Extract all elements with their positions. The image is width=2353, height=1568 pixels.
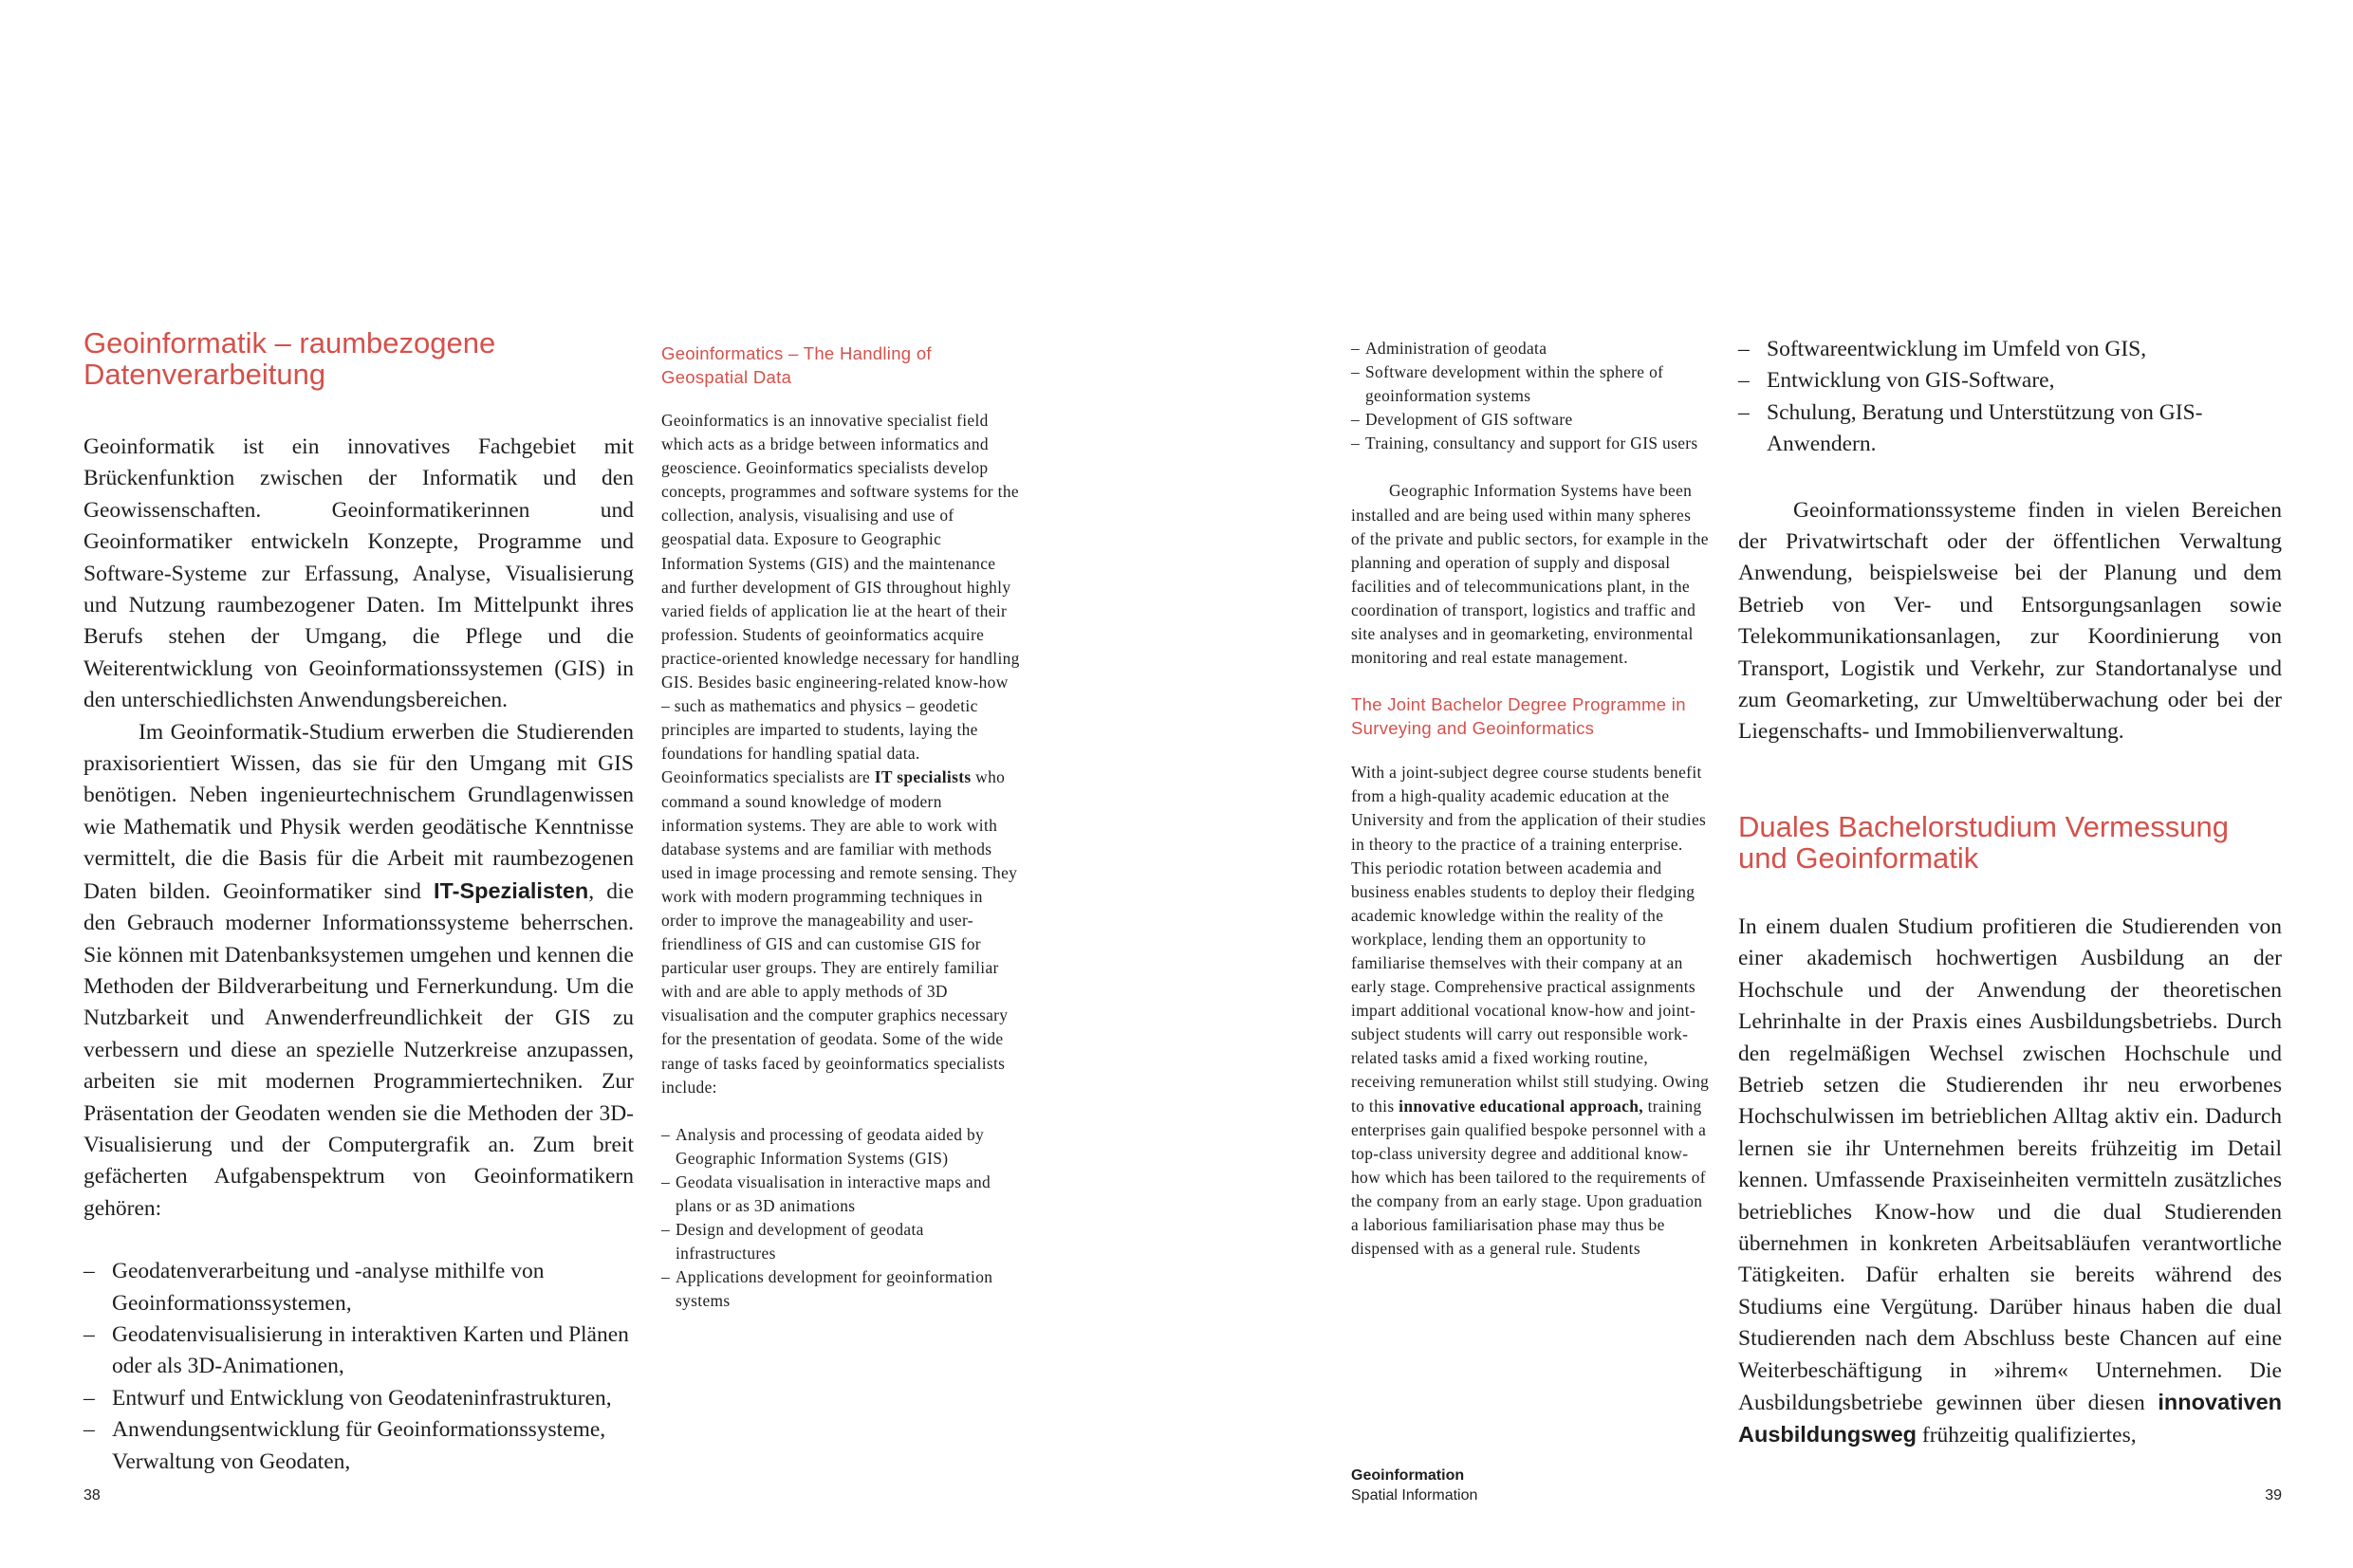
paragraph [1351, 761, 1710, 1261]
list-item: – Applications development for geoinformation systems [661, 1265, 1020, 1313]
list-item: – Development of GIS software [1351, 408, 1710, 432]
task-list-continued [1738, 334, 2282, 461]
right-en-column [1351, 337, 1710, 1261]
text-segment: who command a sound knowledge of modern information systems. They are able to work with database systems and are familiar with methods used in image processing and remote sensing. They work with modern programming techniques in order to improve the manageability and user-friendliness of GIS and can customise GIS for particular user groups. They are entirely familiar with and are able to apply methods of 3D visualisation and the computer graphics necessary for the presentation of geodata. Some of the wide range of tasks faced by geoinformatics specialists include: [661, 767, 1018, 1097]
page-number-left: 38 [83, 1487, 101, 1503]
list-item: – Geodata visualisation in interactive maps and plans or as 3D animations [661, 1171, 1020, 1218]
list-item: – Design and development of geodata infrastructures [661, 1218, 1020, 1265]
body-text-en [661, 409, 1020, 1313]
text-segment: With a joint-subject degree course students benefit from a high-quality academic education at the University and from the application of their studies in theory to the practice of a training enterprise. This periodic rotation between academia and business enables students to deploy their fledging academic knowledge within the reality of the workplace, lending them an opportunity to familiarise themselves with their company at an early stage. Comprehensive practical assignments impart additional vocational know-how and joint-subject students will carry out responsible work-related tasks amid a fixed working routine, receiving remuneration whilst still studying. Owing to this [1351, 763, 1710, 1116]
body-text [83, 432, 634, 1478]
task-list-en [661, 1123, 1020, 1314]
paragraph [661, 409, 1020, 1099]
list-item: – Schulung, Beratung und Unterstützung von GIS-Anwendern. [1738, 397, 2282, 461]
text-segment: In einem dualen Studium profitieren die Studierenden von einer akademisch hochwertigen Ausbildung an der Hochschule und der Anwendung der theoretischen Lehrinhalte in der Praxis eines Ausbildungsbetriebs. Durch den regelmäßigen Wechsel zwischen Hochschule und Betrieb setzen die Studierenden ihr neu erworbenes Hochschulwissen im betrieblichen Alltag aktiv ein. Dadurch lernen sie ihr Unternehmen bereits frühzeitig im Detail kennen. Umfassende Praxiseinheiten vermitteln zusätzliches betriebliches Know-how und die dual Studierenden übernehmen in konkreten Arbeitsabläufen verantwortliche Tätigkeiten. Dafür erhalten sie bereits während des Studiums eine Vergütung. Darüber hinaus haben die dual Studierenden nach dem Abschluss beste Chancen auf eine Weiterbeschäftigung in »ihrem« Unternehmen. Die Ausbildungsbetriebe gewinnen über diesen [1738, 913, 2282, 1415]
text-segment: Im Geoinformatik-Studium erwerben die Studierenden praxisorientiert Wissen, das sie für den Umgang mit GIS benötigen. Neben ingenieurtechnischem Grundlagenwissen wie Mathematik und Physik werden geodätische Kenntnisse vermittelt, die die Basis für die Arbeit mit raumbezogenen Daten bilden. Geoinformatiker sind [83, 719, 634, 904]
bold-term: innovativen Ausbildungsweg [1738, 1389, 2282, 1448]
list-item: – Geodatenvisualisierung in interaktiven Karten und Plänen oder als 3D-Animationen, [83, 1319, 634, 1383]
bold-term: IT-Spezialisten [434, 877, 589, 903]
bold-term: IT specialists [874, 767, 972, 787]
right-de-column [1738, 334, 2282, 1452]
list-item: – Softwareentwicklung im Umfeld von GIS, [1738, 334, 2282, 365]
bold-term: innovative educational approach, [1399, 1096, 1643, 1116]
text-segment: training enterprises gain qualified bespoke personnel with a top-class university degree and additional know-how which has been tailored to the requirements of the company from an early stage. Upon graduation a laborious familiarisation phase may thus be dispensed with as a general rule. Students [1351, 1096, 1707, 1259]
section-heading: Geoinformatik – raumbezogene Datenverarbeitung [83, 326, 496, 391]
list-item: – Administration of geodata [1351, 337, 1710, 360]
list-item: – Training, consultancy and support for GIS users [1351, 432, 1710, 455]
left-de-column [83, 327, 634, 1478]
text-segment: Geoinformatics is an innovative specialist field which acts as a bridge between informatics and geoscience. Geoinformatics specialists develop concepts, programmes and software systems for the collection, analysis, visualising and use of geospatial data. Exposure to Geographic Information Systems (GIS) and the maintenance and further development of GIS throughout highly varied fields of application lie at the heart of their profession. Students of geoinformatics acquire practice-oriented knowledge necessary for handling GIS. Besides basic engineering-related know-how – such as mathematics and physics – geodetic principles are imparted to students, laying the foundations for handling spatial data. Geoinformatics specialists are [661, 411, 1020, 787]
section-heading: Duales Bachelorstudium Vermessung und Geoinformatik [1738, 809, 2229, 875]
section-heading-en: The Joint Bachelor Degree Programme in Surveying and Geoinformatics [1351, 694, 1686, 739]
task-list-en-continued [1351, 337, 1710, 455]
running-footer [1351, 1466, 1477, 1505]
task-list [83, 1256, 634, 1478]
section-heading-en: Geoinformatics – The Handling of Geospatial Data [661, 343, 932, 387]
paragraph: Geographic Information Systems have been installed and are being used within many spheres of the private and public sectors, for example in the planning and operation of supply and disposal facilities and of telecommunications plant, in the coordination of transport, logistics and traffic and site analyses and in geomarketing, environmental monitoring and real estate management. [1351, 481, 1709, 668]
page-number-right: 39 [2265, 1487, 2282, 1503]
list-item: – Analysis and processing of geodata aided by Geographic Information Systems (GIS) [661, 1123, 1020, 1171]
footer-subtitle: Spatial Information [1351, 1487, 1478, 1503]
text-segment: , die den Gebrauch moderner Informationssysteme beherrschen. Sie können mit Datenbanksystemen umgehen und kennen die Methoden der Bildverarbeitung und Fernerkundung. Um die Nutzbarkeit und Anwenderfreundlichkeit der GIS zu verbessern und diese an spezielle Nutzerkreise anzupassen, arbeiten sie mit modernen Programmiertechniken. Zur Präsentation der Geodaten wenden sie die Methoden der 3D-Visualisierung und der Computergrafik an. Zum breit gefächerten Aufgabenspektrum von Geoinformatikern gehören: [83, 878, 634, 1221]
paragraph [1738, 912, 2282, 1452]
list-item: – Entwicklung von GIS-Software, [1738, 365, 2282, 397]
paragraph: Geoinformatik ist ein innovatives Fachgebiet mit Brückenfunktion zwischen der Informatik und den Geowissenschaften. Geoinformatikerinnen und Geoinformatiker entwickeln Konzepte, Programme und Software-Systeme zur Erfassung, Analyse, Visualisierung und Nutzung raumbezogener Daten. Im Mittelpunkt ihres Berufs stehen der Umgang, die Pflege und die Weiterentwicklung von Geoinformationssystemen (GIS) in den unterschiedlichsten Anwendungsbereichen. [83, 434, 634, 713]
list-item: – Geodatenverarbeitung und -analyse mithilfe von Geoinformationssystemen, [83, 1256, 634, 1319]
list-item: – Software development within the sphere of geoinformation systems [1351, 360, 1710, 408]
footer-title: Geoinformation [1351, 1467, 1465, 1484]
text-segment: frühzeitig qualifiziertes, [1917, 1423, 2137, 1448]
left-en-column [661, 341, 1020, 1313]
paragraph: Geoinformationssysteme finden in vielen Bereichen der Privatwirtschaft oder der öffentlichen Verwaltung Anwendung, beispielsweise bei der Planung und dem Betrieb von Ver- und Entsorgungsanlagen sowie Telekommunikationsanlagen, zur Koordinierung von Transport, Logistik und Verkehr, zur Standortanalyse und zum Geomarketing, zur Umweltüberwachung oder bei der Liegenschafts- und Immobilienverwaltung. [1738, 497, 2282, 745]
list-item: – Entwurf und Entwicklung von Geodateninfrastrukturen, [83, 1383, 634, 1414]
paragraph [83, 717, 634, 1226]
list-item: – Anwendungsentwicklung für Geoinformationssysteme, Verwaltung von Geodaten, [83, 1414, 634, 1478]
